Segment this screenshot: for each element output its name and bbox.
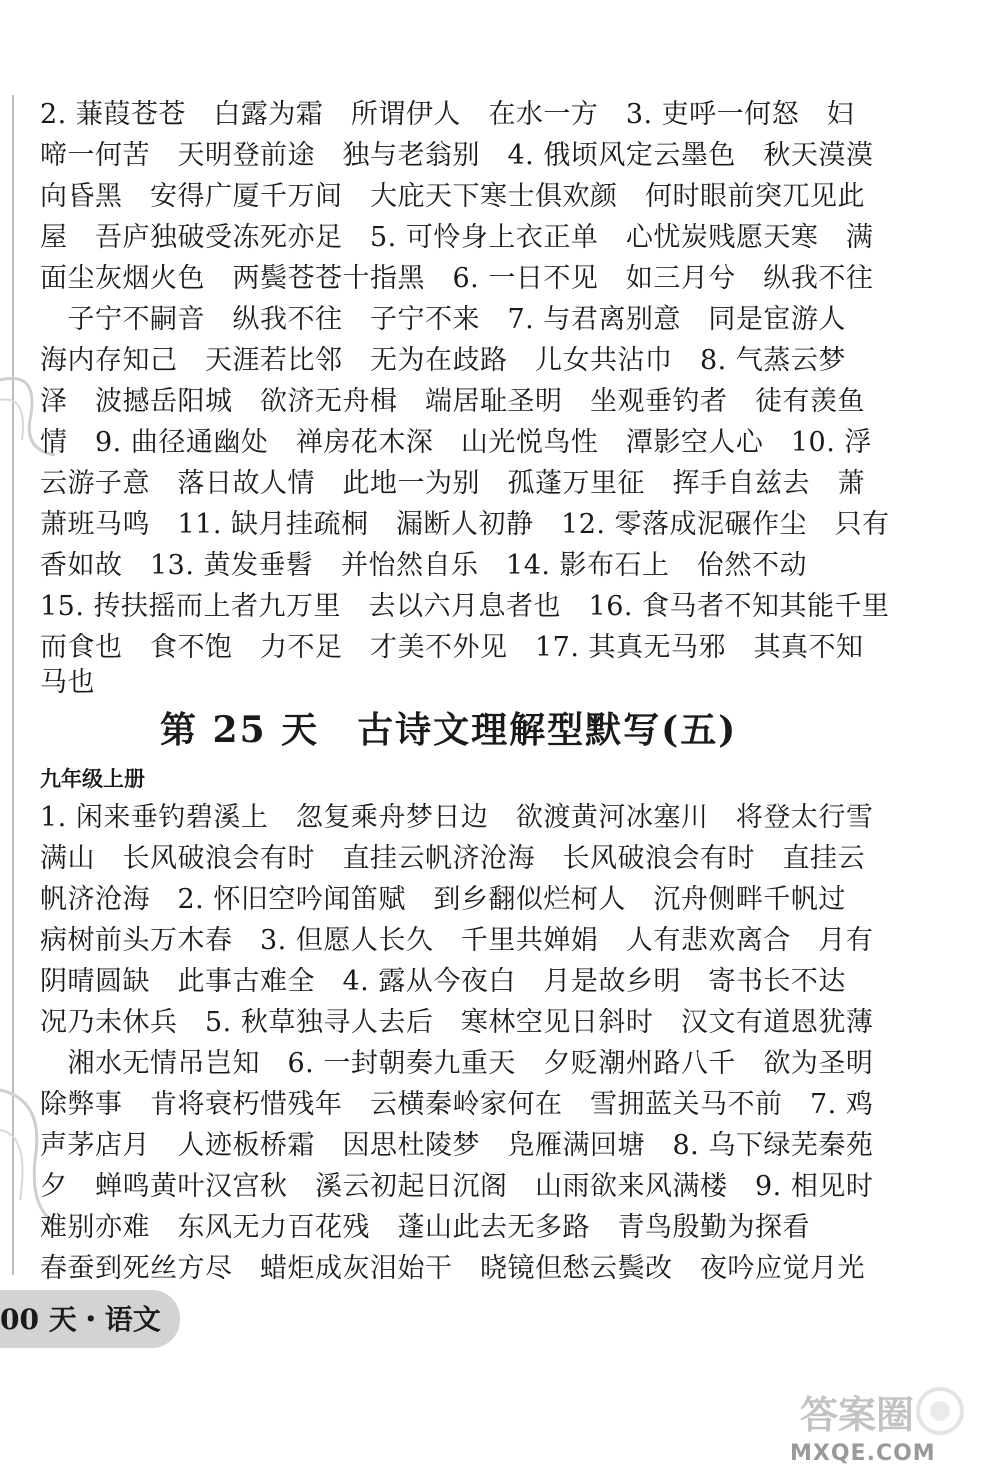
text-line: 帆济沧海 2. 怀旧空吟闻笛赋 到乡翻似烂柯人 沉舟侧畔千帆过 bbox=[40, 884, 846, 915]
text-line: 海内存知己 天涯若比邻 无为在歧路 儿女共沾巾 8. 气蒸云梦 bbox=[40, 345, 846, 376]
footer-label: 00 天・语文 bbox=[0, 1303, 161, 1336]
text-line: 屋 吾庐独破受冻死亦足 5. 可怜身上衣正单 心忧炭贱愿天寒 满 bbox=[40, 222, 874, 253]
text-line: 湘水无情吊岂知 6. 一封朝奏九重天 夕贬潮州路八千 欲为圣明 bbox=[40, 1048, 874, 1079]
text-line: 满山 长风破浪会有时 直挂云帆济沧海 长风破浪会有时 直挂云 bbox=[40, 843, 865, 874]
text-line: 春蚕到死丝方尽 蜡炬成灰泪始干 晓镜但愁云鬓改 夜吟应觉月光 bbox=[40, 1253, 865, 1284]
text-line: 1. 闲来垂钓碧溪上 忽复乘舟梦日边 欲渡黄河冰塞川 将登太行雪 bbox=[40, 802, 874, 833]
text-line: 况乃未休兵 5. 秋草独寻人去后 寒林空见日斜时 汉文有道恩犹薄 bbox=[40, 1007, 874, 1038]
watermark-logo-text: 答案圈 bbox=[800, 1393, 915, 1437]
text-line: 阴晴圆缺 此事古难全 4. 露从今夜白 月是故乡明 寄书长不达 bbox=[40, 966, 846, 997]
text-line: 马也 bbox=[40, 667, 95, 698]
text-line: 云游子意 落日故人情 此地一为别 孤蓬万里征 挥手自兹去 萧 bbox=[40, 468, 865, 499]
text-line: 子宁不嗣音 纵我不往 子宁不来 7. 与君离别意 同是宦游人 bbox=[40, 304, 846, 335]
text-line: 夕 蝉鸣黄叶汉宫秋 溪云初起日沉阁 山雨欲来风满楼 9. 相见时 bbox=[40, 1171, 874, 1202]
text-line: 声茅店月 人迹板桥霜 因思杜陵梦 凫雁满回塘 8. 乌下绿芜秦苑 bbox=[40, 1130, 874, 1161]
text-line: 啼一何苦 天明登前途 独与老翁别 4. 俄顷风定云墨色 秋天漠漠 bbox=[40, 140, 874, 171]
text-line: 情 9. 曲径通幽处 禅房花木深 山光悦鸟性 潭影空人心 10. 浮 bbox=[40, 427, 872, 458]
grade-subheading: 九年级上册 bbox=[40, 766, 145, 791]
text-line: 除弊事 肯将衰朽惜残年 云横秦岭家何在 雪拥蓝关马不前 7. 鸡 bbox=[40, 1089, 874, 1120]
text-line: 萧班马鸣 11. 缺月挂疏桐 漏断人初静 12. 零落成泥碾作尘 只有 bbox=[40, 509, 890, 540]
text-line: 难别亦难 东风无力百花残 蓬山此去无多路 青鸟殷勤为探看 bbox=[40, 1212, 810, 1243]
text-line: 2. 蒹葭苍苍 白露为霜 所谓伊人 在水一方 3. 吏呼一何怒 妇 bbox=[40, 99, 855, 130]
text-line: 而食也 食不饱 力不足 才美不外见 17. 其真无马邪 其真不知 bbox=[40, 632, 864, 663]
text-line: 15. 抟扶摇而上者九万里 去以六月息者也 16. 食马者不知其能千里 bbox=[40, 591, 890, 622]
text-line: 泽 波撼岳阳城 欲济无舟楫 端居耻圣明 坐观垂钓者 徒有羡鱼 bbox=[40, 386, 865, 417]
text-line: 面尘灰烟火色 两鬓苍苍十指黑 6. 一日不见 如三月兮 纵我不往 bbox=[40, 263, 874, 294]
text-line: 病树前头万木春 3. 但愿人长久 千里共婵娟 人有悲欢离合 月有 bbox=[40, 925, 874, 956]
watermark-url: MXQE.COM bbox=[790, 1441, 936, 1466]
text-line: 向昏黑 安得广厦千万间 大庇天下寒士俱欢颜 何时眼前突兀见此 bbox=[40, 181, 865, 212]
text-line: 香如故 13. 黄发垂髫 并怡然自乐 14. 影布石上 佁然不动 bbox=[40, 550, 808, 581]
section-title: 第 25 天 古诗文理解型默写(五) bbox=[160, 709, 738, 751]
